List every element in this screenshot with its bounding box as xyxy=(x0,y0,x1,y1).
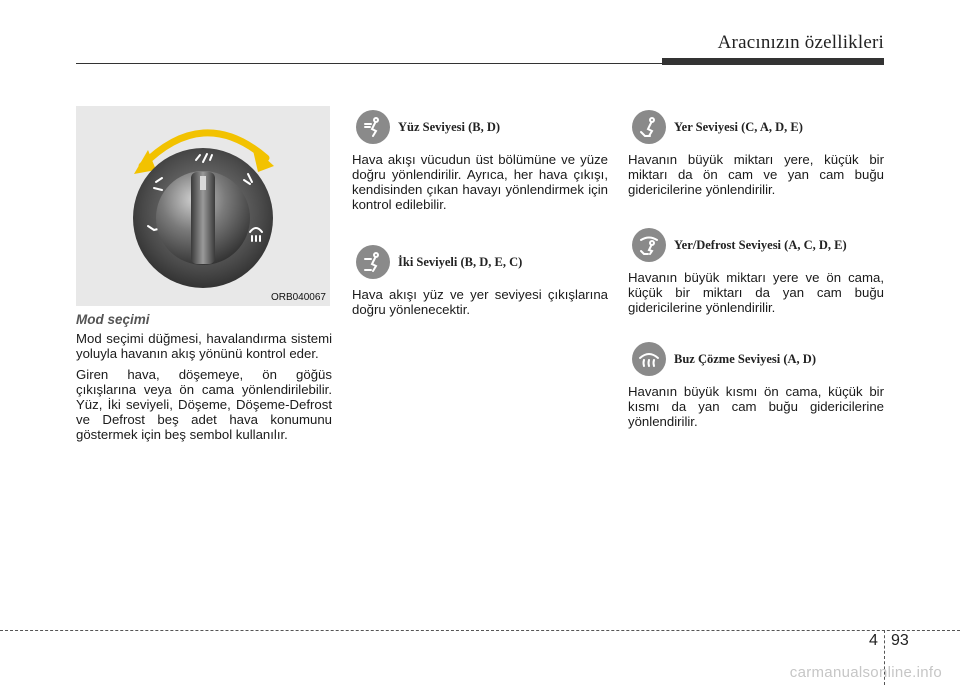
header-rule-accent xyxy=(662,58,884,65)
defrost-icon xyxy=(632,342,666,376)
floor-vent-icon xyxy=(632,110,666,144)
watermark: carmanualsonline.info xyxy=(789,664,942,681)
section-title: Yer Seviyesi (C, A, D, E) xyxy=(674,119,803,134)
intro-caption: Mod seçimi xyxy=(76,312,150,327)
chapter-title: Aracınızın özellikleri xyxy=(717,32,884,53)
section-body: Hava akışı yüz ve yer seviyesi çıkışlarına doğru yönlenecektir. xyxy=(352,287,608,317)
page-number: 93 xyxy=(891,632,909,649)
bi-level-vent-icon xyxy=(356,245,390,279)
section-floor-level xyxy=(628,110,884,197)
mode-knob-illustration xyxy=(76,106,330,306)
section-body: Hava akışı vücudun üst bölümüne ve yüze doğru yönlendirilir. Ayrıca, her hava çıkışı, kendisinden çıkan havayı yönlendirmek için kontrol edilebilir. xyxy=(352,152,608,212)
face-vent-icon xyxy=(356,110,390,144)
mode-knob-figure xyxy=(76,106,330,306)
section-title: Yüz Seviyesi (B, D) xyxy=(398,119,501,134)
section-face-level xyxy=(352,110,608,212)
section-title: Buz Çözme Seviyesi (A, D) xyxy=(674,351,816,366)
header-rule xyxy=(76,63,662,64)
floor-defrost-icon xyxy=(632,228,666,262)
section-floor-defrost xyxy=(628,228,884,315)
section-defrost xyxy=(628,342,884,429)
intro-paragraph-2: Giren hava, döşemeye, ön göğüs çıkışlarına veya ön cama yönlendirilebilir. Yüz, İki seviyeli, Döşeme, Döşeme-Defrost ve Defrost beş adet hava konumunu göstermek için beş sembol kullanılır. xyxy=(76,367,332,442)
footer-rule xyxy=(0,630,960,631)
section-body: Havanın büyük miktarı yere ve ön cama, küçük bir miktarı da yan cam buğu gidericilerine yönlendirilir. xyxy=(628,270,884,315)
figure-code: ORB040067 xyxy=(270,292,326,303)
chapter-number: 4 xyxy=(869,632,878,649)
intro-paragraph-1: Mod seçimi düğmesi, havalandırma sistemi yoluyla havanın akış yönünü kontrol eder. xyxy=(76,331,332,361)
knob-indicator xyxy=(200,176,206,190)
section-body: Havanın büyük kısmı ön cama, küçük bir kısmı da yan cam buğu gidericilerine yönlendirilir. xyxy=(628,384,884,429)
section-title: Yer/Defrost Seviyesi (A, C, D, E) xyxy=(674,237,847,252)
section-body: Havanın büyük miktarı yere, küçük bir miktarı da ön cam ve yan cam buğu gidericilerine yönlendirilir. xyxy=(628,152,884,197)
arc-arrowhead-right xyxy=(252,146,274,172)
section-title: İki Seviyeli (B, D, E, C) xyxy=(398,254,523,269)
intro-column xyxy=(76,312,332,448)
section-bi-level xyxy=(352,245,608,317)
